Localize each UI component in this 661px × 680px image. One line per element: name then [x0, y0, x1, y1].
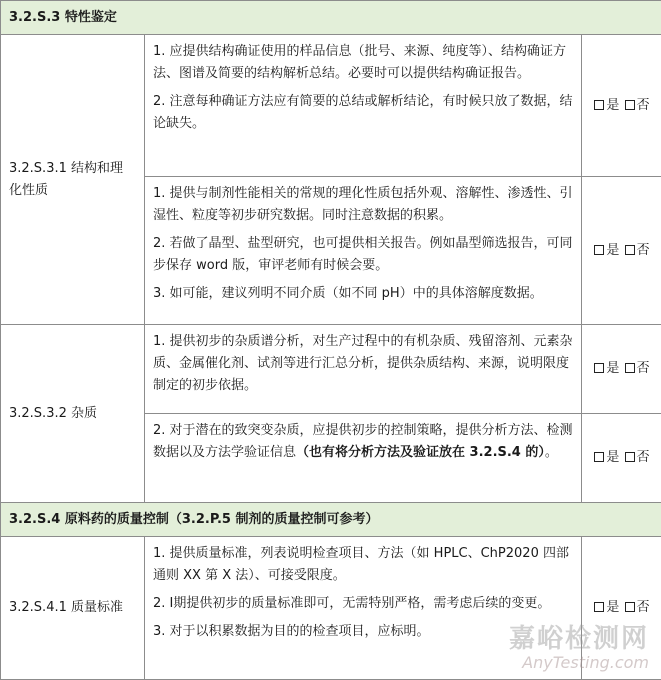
detail-paragraph: 1. 提供质量标准，列表说明检查项目、方法（如 HPLC、ChP2020 四部通则 XX 第 X 法）、可接受限度。 [153, 543, 573, 587]
section-header-row [1, 1, 661, 35]
yes-checkbox[interactable] [594, 363, 604, 373]
section-title: 原料药的质量控制（3.2.P.5 制剂的质量控制可参考） [65, 512, 379, 527]
detail-cell [145, 177, 582, 325]
section-header-row [1, 503, 661, 537]
table-row [1, 35, 661, 177]
section-code: 3.2.S.4 [9, 512, 60, 527]
yes-checkbox[interactable] [594, 100, 604, 110]
yes-checkbox[interactable] [594, 452, 604, 462]
no-label: 否 [637, 361, 650, 376]
detail-cell [145, 325, 582, 414]
detail-text-end: 。 [545, 445, 558, 460]
detail-paragraph: 2. I期提供初步的质量标准即可，无需特别严格，需考虑后续的变更。 [153, 593, 573, 615]
category-cell [1, 325, 145, 503]
detail-paragraph: 2. 注意每种确证方法应有简要的总结或解析结论，有时候只放了数据，结论缺失。 [153, 91, 573, 135]
category-cell [1, 35, 145, 325]
section-code: 3.2.S.3 [9, 10, 60, 25]
watermark-cn: 嘉峪检测网 [509, 624, 649, 654]
detail-cell [145, 414, 582, 503]
yes-no-checkboxes [582, 414, 661, 503]
yes-label: 是 [606, 98, 619, 113]
detail-paragraph: 2. 若做了晶型、盐型研究，也可提供相关报告。例如晶型筛选报告，可同步保存 word 版，审评老师有时候会要。 [153, 233, 573, 277]
yes-no-checkboxes [582, 325, 661, 414]
yes-label: 是 [606, 243, 619, 258]
detail-paragraph: 1. 提供初步的杂质谱分析，对生产过程中的有机杂质、残留溶剂、元素杂质、金属催化剂、试剂等进行汇总分析，提供杂质结构、来源，说明限度制定的初步依据。 [153, 331, 573, 397]
detail-paragraph: 3. 如可能，建议列明不同介质（如不同 pH）中的具体溶解度数据。 [153, 283, 573, 305]
detail-cell [145, 35, 582, 177]
no-label: 否 [637, 243, 650, 258]
no-checkbox[interactable] [625, 100, 635, 110]
no-checkbox[interactable] [625, 452, 635, 462]
section-header-3-2-s-4 [1, 503, 661, 537]
category-cell [1, 537, 145, 680]
yes-label: 是 [606, 361, 619, 376]
table-row [1, 325, 661, 414]
yes-no-checkboxes [582, 177, 661, 325]
detail-paragraph: 3. 对于以积累数据为目的的检查项目，应标明。 [153, 621, 573, 643]
detail-bold-note: （也有将分析方法及验证放在 3.2.S.4 的） [296, 445, 545, 460]
section-title: 特性鉴定 [65, 10, 117, 25]
category-label: 3.2.S.3.1 结构和理化性质 [9, 161, 123, 198]
no-label: 否 [637, 450, 650, 465]
yes-no-checkboxes [582, 537, 661, 680]
no-label: 否 [637, 600, 650, 615]
yes-checkbox[interactable] [594, 245, 604, 255]
yes-label: 是 [606, 450, 619, 465]
no-checkbox[interactable] [625, 602, 635, 612]
category-label: 3.2.S.4.1 质量标准 [9, 600, 123, 615]
yes-checkbox[interactable] [594, 602, 604, 612]
no-checkbox[interactable] [625, 245, 635, 255]
detail-text: 2. 对于潜在的致突变杂质，应提供初步的控制策略，提供分析方法、检测数据以及方法学验证信息 [153, 423, 573, 460]
watermark-en: AnyTesting.com [509, 654, 649, 672]
table-row [1, 537, 661, 680]
yes-label: 是 [606, 600, 619, 615]
detail-paragraph [153, 420, 573, 464]
yes-no-checkboxes [582, 35, 661, 177]
detail-cell [145, 537, 582, 680]
detail-paragraph: 1. 应提供结构确证使用的样品信息（批号、来源、纯度等）、结构确证方法、图谱及简要的结构解析总结。必要时可以提供结构确证报告。 [153, 41, 573, 85]
category-label: 3.2.S.3.2 杂质 [9, 406, 97, 421]
detail-paragraph: 1. 提供与制剂性能相关的常规的理化性质包括外观、溶解性、渗透性、引湿性、粒度等初步研究数据。同时注意数据的积累。 [153, 183, 573, 227]
no-label: 否 [637, 98, 650, 113]
section-header-3-2-s-3 [1, 1, 661, 35]
no-checkbox[interactable] [625, 363, 635, 373]
